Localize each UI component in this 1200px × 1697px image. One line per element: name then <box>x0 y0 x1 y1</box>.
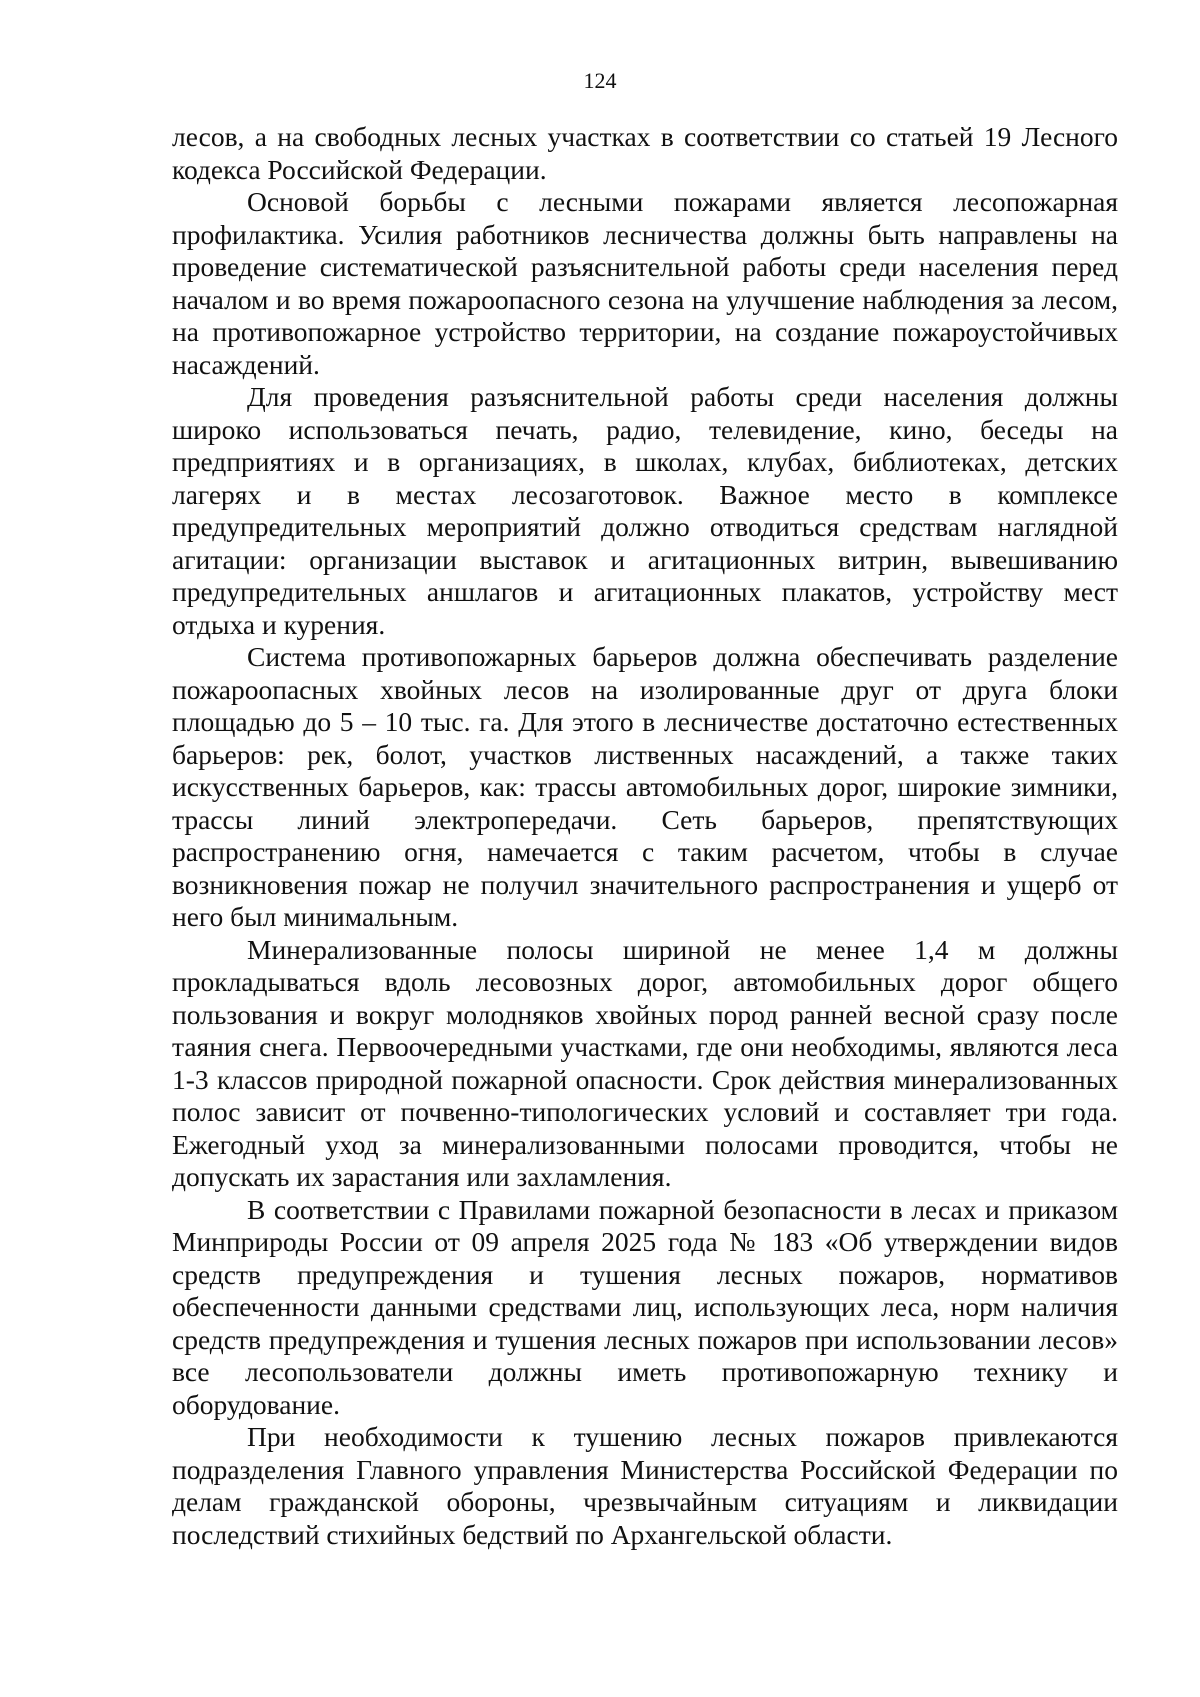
paragraph-regulations: В соответствии с Правилами пожарной безопасности в лесах и приказом Минприроды России от 09 апреля 2025 года № 183 «Об утверждении видов средств предупреждения и тушения лесных пожаров, нормативов обеспеченности данными средствами лиц, использующих леса, норм наличия средств предупреждения и тушения лесных пожаров при использовании лесов» все лесопользователи должны иметь противопожарную технику и оборудование. <box>172 1193 1118 1420</box>
paragraph-outreach: Для проведения разъяснительной работы среди населения должны широко использоваться печать, радио, телевидение, кино, беседы на предприятиях и в организациях, в школах, клубах, библиотеках, детских лагерях и в местах лесозаготовок. Важное место в комплексе предупредительных мероприятий должно отводиться средствам наглядной агитации: организации выставок и агитационных витрин, вывешиванию предупредительных аншлагов и агитационных плакатов, устройству мест отдыха и курения. <box>172 381 1118 640</box>
paragraph-mineralized-strips: Минерализованные полосы шириной не менее 1,4 м должны прокладываться вдоль лесовозных дорог, автомобильных дорог общего пользования и вокруг молодняков хвойных пород ранней весной сразу после таяния снега. Первоочередными участками, где они необходимы, являются леса 1-3 классов природной пожарной опасности. Срок действия минерализованных полос зависит от почвенно-типологических условий и составляет три года. Ежегодный уход за минерализованными полосами проводится, чтобы не допускать их зарастания или захламления. <box>172 933 1118 1192</box>
paragraph-emergency-services: При необходимости к тушению лесных пожаров привлекаются подразделения Главного управления Министерства Российской Федерации по делам гражданской обороны, чрезвычайным ситуациям и ликвидации последствий стихийных бедствий по Архангельской области. <box>172 1421 1118 1550</box>
page-number: 124 <box>583 68 617 93</box>
paragraph-fire-barriers: Система противопожарных барьеров должна обеспечивать разделение пожароопасных хвойных лесов на изолированные друг от друга блоки площадью до 5 – 10 тыс. га. Для этого в лесничестве достаточно естественных барьеров: рек, болот, участков лиственных насаждений, а также таких искусственных барьеров, как: трассы автомобильных дорог, широкие зимники, трассы линий электропередачи. Сеть барьеров, препятствующих распространению огня, намечается с таким расчетом, чтобы в случае возникновения пожар не получил значительного распространения и ущерб от него был минимальным. <box>172 641 1118 932</box>
paragraph-continuation: лесов, а на свободных лесных участках в соответствии со статьей 19 Лесного кодекса Российской Федерации. <box>172 121 1118 185</box>
paragraph-fire-prevention: Основой борьбы с лесными пожарами является лесопожарная профилактика. Усилия работников лесничества должны быть направлены на проведение систематической разъяснительной работы среди населения перед началом и во время пожароопасного сезона на улучшение наблюдения за лесом, на противопожарное устройство территории, на создание пожароустойчивых насаждений. <box>172 186 1118 380</box>
document-body <box>172 121 1118 1551</box>
